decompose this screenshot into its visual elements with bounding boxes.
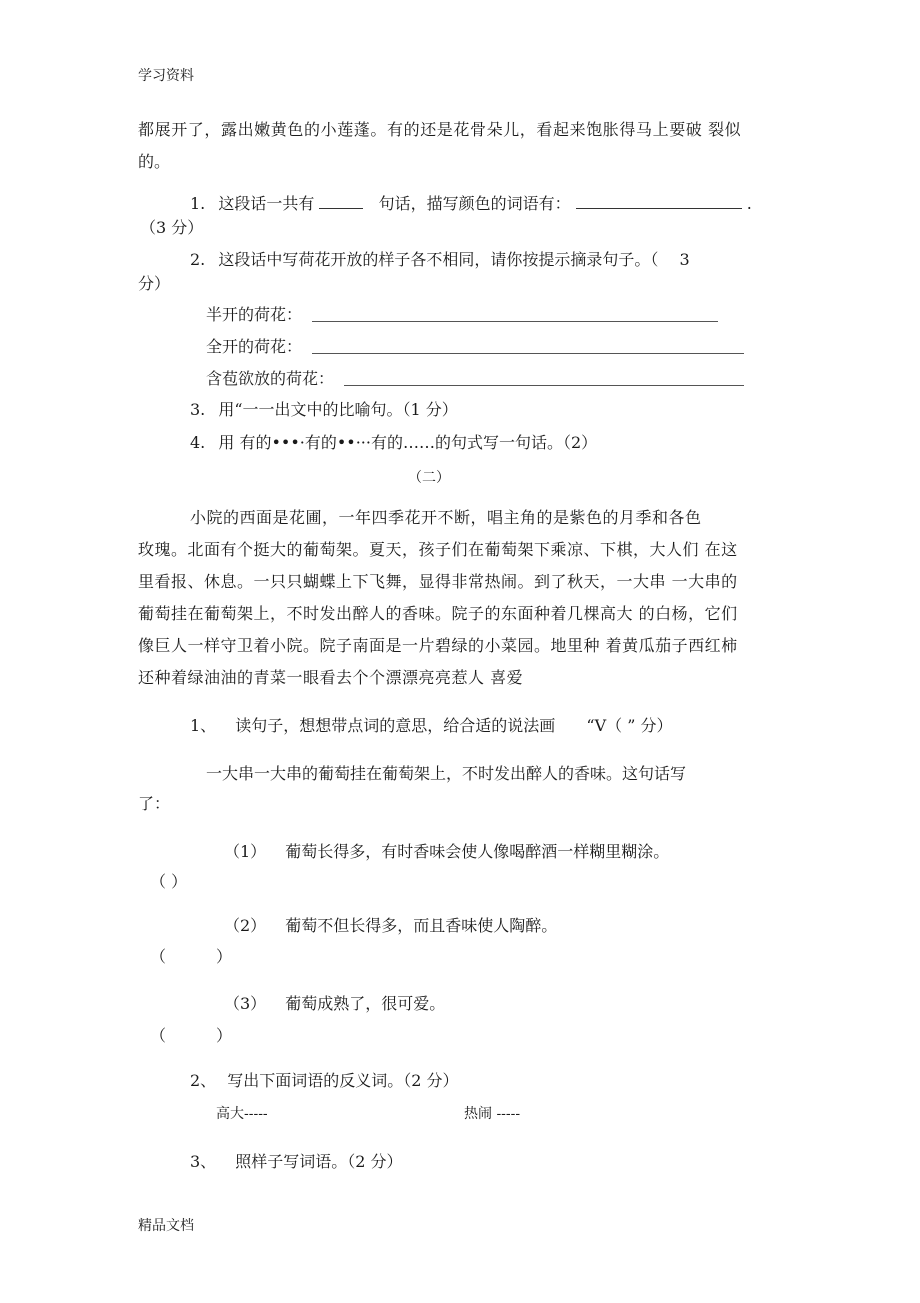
question-1 <box>190 194 752 214</box>
question-score: （3 分） <box>140 218 204 237</box>
passage2-line: 玫瑰。北面有个挺大的葡萄架。夏天，孩子们在葡萄架下乘凉、下棋，大人们 在这 <box>138 540 738 559</box>
option-2 <box>224 916 557 936</box>
option-2-checkbox[interactable]: （ ） <box>150 947 239 966</box>
question-number: 2. <box>190 250 206 269</box>
passage1-line: 的。 <box>138 152 171 171</box>
passage1-line: 都展开了，露出嫩黄色的小莲蓬。有的还是花骨朵儿，看起来饱胀得马上要破 裂似 <box>138 120 742 139</box>
question-text: 用“一一出文中的比喻句。（1 分） <box>218 400 458 419</box>
option-text: 葡萄成熟了，很可爱。 <box>285 994 446 1013</box>
question-text: 写出下面词语的反义词。（2 分） <box>227 1071 459 1090</box>
prompt-half-open: 半开的荷花： <box>206 305 303 324</box>
question-text: 句话，描写颜色的词语有： <box>378 194 571 213</box>
s2-question-1 <box>190 716 672 736</box>
question-end: . <box>746 194 752 213</box>
question-number: 1. <box>190 194 206 213</box>
question-number: 2、 <box>190 1071 217 1090</box>
answer-blank[interactable] <box>576 194 742 209</box>
passage2-line: 像巨人一样守卫着小院。院子南面是一片碧绿的小菜园。地里种 着黄瓜茄子西红柿 <box>138 636 738 655</box>
question-number: 1、 <box>190 716 217 735</box>
quoted-sentence: 一大串一大串的葡萄挂在葡萄架上，不时发出醉人的香味。这句话写 <box>206 764 687 783</box>
s2-question-2 <box>190 1071 459 1091</box>
option-number: （3） <box>224 994 267 1013</box>
question-text: 照样子写词语。（2 分） <box>235 1152 403 1171</box>
question-number: 4. <box>190 433 206 452</box>
question-3 <box>190 400 458 420</box>
answer-blank[interactable] <box>319 194 363 209</box>
passage2-line: 小院的西面是花圃，一年四季花开不断，唱主角的是紫色的月季和各色 <box>190 508 702 527</box>
s2-question-3 <box>190 1152 403 1172</box>
option-text: 葡萄不但长得多，而且香味使人陶醉。 <box>285 916 558 935</box>
question-number: 3. <box>190 400 206 419</box>
passage2-line: 葡萄挂在葡萄架上，不时发出醉人的香味。院子的东面种着几棵高大 的白杨，它们 <box>138 604 738 623</box>
answer-line[interactable] <box>344 385 744 386</box>
quoted-sentence: 了： <box>138 794 171 813</box>
question-number: 3、 <box>190 1152 217 1171</box>
page-footer: 精品文档 <box>138 1218 194 1234</box>
option-text: 葡萄长得多，有时香味会使人像喝醉酒一样糊里糊涂。 <box>285 842 670 861</box>
question-text: 这段话一共有 <box>218 194 315 213</box>
antonym-word: 高大----- <box>216 1106 268 1122</box>
question-text: 这段话中写荷花开放的样子各不相同，请你按提示摘录句子。（ 3 <box>218 250 690 269</box>
option-3-checkbox[interactable]: （ ） <box>150 1026 239 1045</box>
question-2 <box>190 250 690 270</box>
answer-line[interactable] <box>312 321 718 322</box>
prompt-bud: 含苞欲放的荷花： <box>206 369 335 388</box>
section-title: （二） <box>408 470 450 486</box>
option-1 <box>224 842 669 862</box>
question-score: 分） <box>138 274 171 293</box>
answer-line[interactable] <box>312 353 744 354</box>
option-3 <box>224 994 445 1014</box>
prompt-full-open: 全开的荷花： <box>206 337 303 356</box>
passage2-line: 还种着绿油油的青菜一眼看去个个漂漂亮亮惹人 喜爱 <box>138 668 524 687</box>
question-text: 读句子，想想带点词的意思，给合适的说法画 <box>235 716 556 735</box>
question-text: 用 有的•••·有的••···有的……的句式写一句话。（2） <box>218 433 598 452</box>
question-4 <box>190 433 597 453</box>
option-1-checkbox[interactable]: （ ） <box>150 872 188 891</box>
page-header: 学习资料 <box>138 68 194 84</box>
option-number: （1） <box>224 842 267 861</box>
antonym-word: 热闹 ----- <box>464 1106 521 1122</box>
passage2-line: 里看报、休息。一只只蝴蝶上下飞舞，显得非常热闹。到了秋天，一大串 一大串的 <box>138 572 738 591</box>
question-text: “V（ ” 分） <box>586 716 673 735</box>
option-number: （2） <box>224 916 267 935</box>
